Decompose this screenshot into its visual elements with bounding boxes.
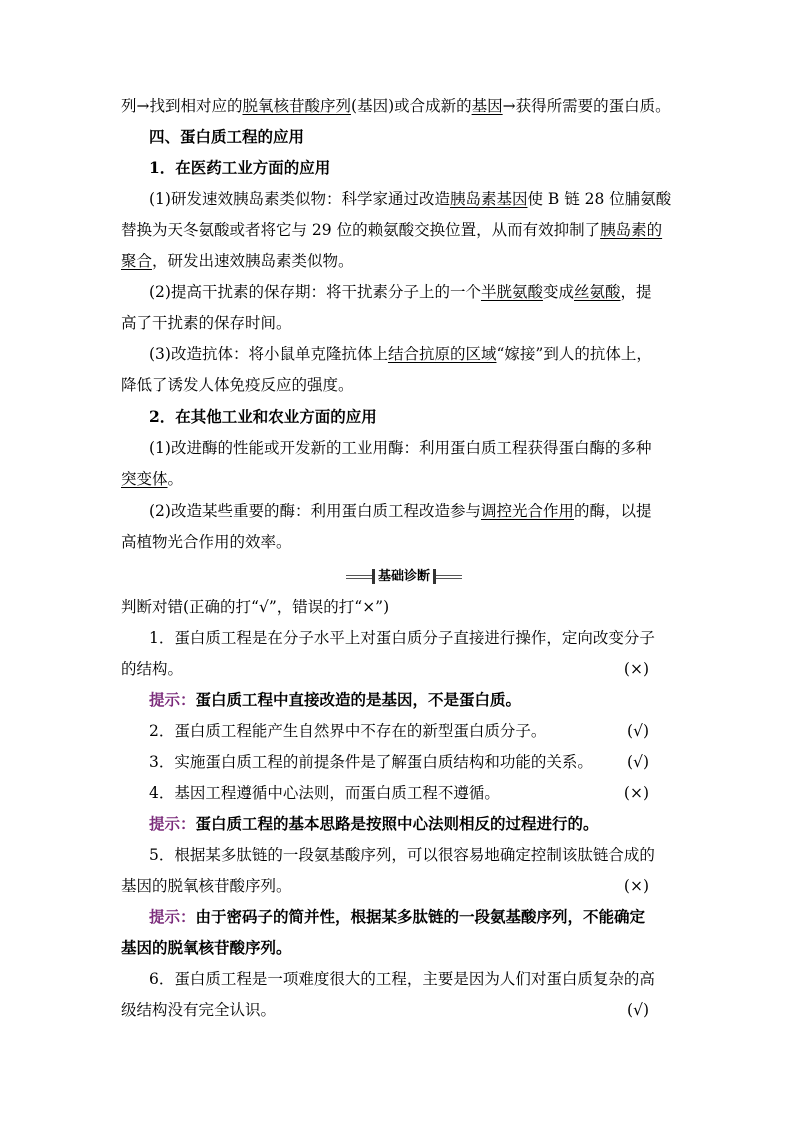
subsection-heading: 1．在医药工业方面的应用 bbox=[149, 158, 331, 177]
question-line: 3．实施蛋白质工程的前提条件是了解蛋白质结构和功能的关系。 (√) bbox=[149, 753, 649, 771]
underlined-term: 结合抗原的区域 bbox=[387, 345, 497, 363]
answer-mark: (×) bbox=[623, 877, 649, 895]
paragraph-line: 高植物光合作用的效率。 bbox=[121, 533, 292, 551]
intro-line: 列→找到相对应的脱氧核苷酸序列(基因)或合成新的基因→获得所需要的蛋白质。 bbox=[121, 97, 671, 115]
question-line: 基因的脱氧核苷酸序列。 (×) bbox=[121, 877, 649, 895]
question-line: 4．基因工程遵循中心法则，而蛋白质工程不遵循。 (×) bbox=[149, 784, 649, 802]
hint-label: 提示： bbox=[149, 690, 196, 709]
banner-label: 基础诊断 bbox=[372, 569, 436, 584]
paragraph-line: 高了干扰素的保存时间。 bbox=[121, 314, 292, 332]
question-line: 1．蛋白质工程是在分子水平上对蛋白质分子直接进行操作，定向改变分子 bbox=[149, 629, 655, 647]
answer-mark: (√) bbox=[627, 1001, 649, 1019]
question-line: 级结构没有完全认识。 (√) bbox=[121, 1001, 649, 1019]
hint-label: 提示： bbox=[149, 907, 196, 926]
question-line: 2．蛋白质工程能产生自然界中不存在的新型蛋白质分子。 (√) bbox=[149, 722, 649, 740]
paragraph-line: (1)改进酶的性能或开发新的工业用酶：利用蛋白质工程获得蛋白酶的多种 bbox=[149, 439, 652, 457]
subsection-heading: 2．在其他工业和农业方面的应用 bbox=[149, 407, 377, 426]
question-line: 5．根据某多肽链的一段氨基酸序列，可以很容易地确定控制该肽链合成的 bbox=[149, 846, 655, 864]
question-line: 6．蛋白质工程是一项难度很大的工程，主要是因为人们对蛋白质复杂的高 bbox=[149, 970, 655, 988]
underlined-term: 基因 bbox=[471, 97, 503, 115]
paragraph-line: (3)改造抗体：将小鼠单克隆抗体上结合抗原的区域“嫁接”到人的抗体上， bbox=[149, 345, 652, 363]
answer-mark: (√) bbox=[627, 722, 649, 740]
paragraph-line: 聚合，研发出速效胰岛素类似物。 bbox=[121, 252, 354, 270]
hint-line: 提示：由于密码子的简并性，根据某多肽链的一段氨基酸序列，不能确定 bbox=[149, 907, 646, 926]
underlined-term: 脱氧核苷酸序列 bbox=[242, 97, 352, 115]
section-heading: 四、蛋白质工程的应用 bbox=[149, 127, 305, 146]
paragraph-line: 突变体。 bbox=[121, 470, 184, 488]
hint-label: 提示： bbox=[149, 814, 196, 833]
instruction-line: 判断对错(正确的打“√”，错误的打“×”) bbox=[121, 598, 390, 616]
underlined-term: 胰岛素基因 bbox=[449, 190, 528, 208]
paragraph-line: (2)改造某些重要的酶：利用蛋白质工程改造参与调控光合作用的酶，以提 bbox=[149, 502, 652, 520]
answer-mark: (×) bbox=[623, 784, 649, 802]
answer-mark: (×) bbox=[623, 660, 649, 678]
underlined-term: 调控光合作用 bbox=[480, 502, 574, 520]
underlined-term: 突变体 bbox=[121, 470, 168, 488]
hint-line: 提示：蛋白质工程的基本思路是按照中心法则相反的过程进行的。 bbox=[149, 814, 599, 833]
answer-mark: (√) bbox=[627, 753, 649, 771]
underlined-term: 胰岛素的 bbox=[600, 221, 663, 239]
paragraph-line: (2)提高干扰素的保存期：将干扰素分子上的一个半胱氨酸变成丝氨酸，提 bbox=[149, 283, 652, 301]
hint-line: 基因的脱氧核苷酸序列。 bbox=[121, 938, 292, 957]
underlined-term: 丝氨酸 bbox=[574, 283, 621, 301]
paragraph-line: 降低了诱发人体免疫反应的强度。 bbox=[121, 376, 354, 394]
section-banner bbox=[346, 568, 462, 584]
paragraph-line: 替换为天冬氨酸或者将它与 29 位的赖氨酸交换位置，从而有效抑制了胰岛素的 bbox=[121, 221, 663, 239]
underlined-term: 半胱氨酸 bbox=[480, 283, 543, 301]
question-line: 的结构。 (×) bbox=[121, 660, 649, 678]
hint-line: 提示：蛋白质工程中直接改造的是基因，不是蛋白质。 bbox=[149, 690, 522, 709]
paragraph-line: (1)研发速效胰岛素类似物：科学家通过改造胰岛素基因使 B 链 28 位脯氨酸 bbox=[149, 190, 672, 208]
underlined-term: 聚合 bbox=[121, 252, 153, 270]
